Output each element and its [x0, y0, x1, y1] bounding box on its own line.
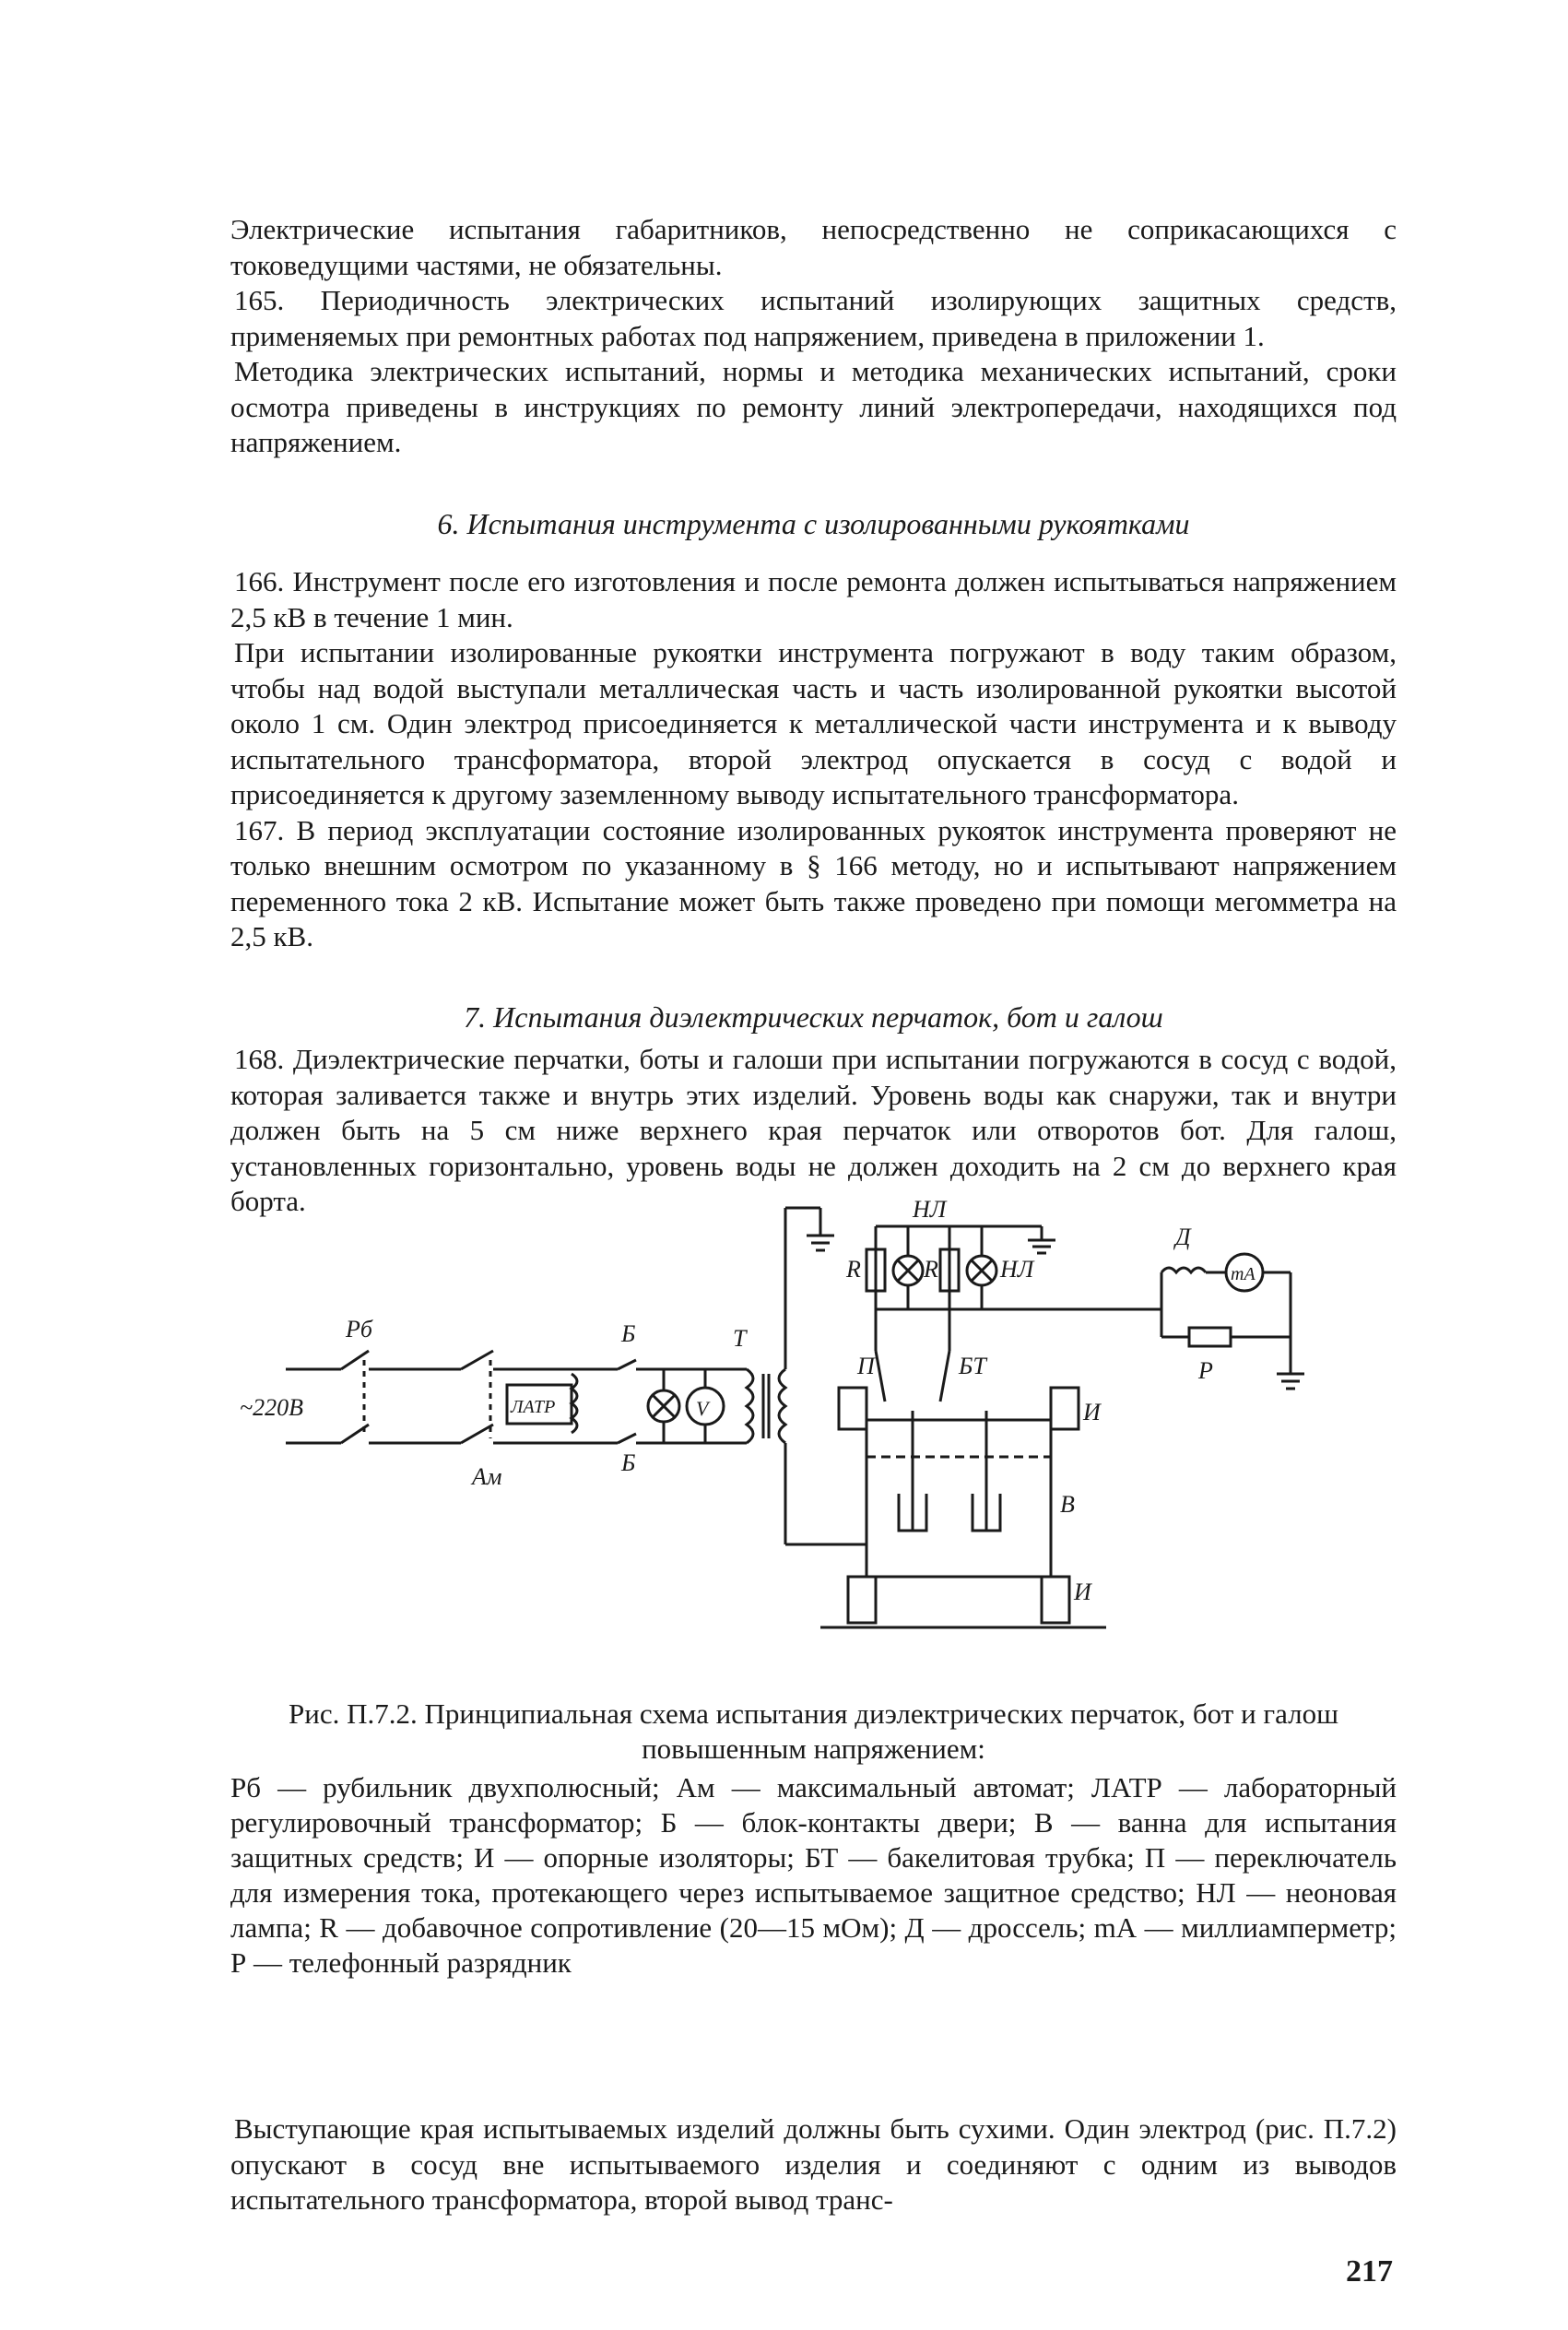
paragraph: Методика электрических испытаний, нормы и методика механических испытаний, сроки осмотра приведены в инструкциях по ремонту линий электропередачи, находящихся под напряжением.	[230, 355, 1397, 458]
label-i-top: И	[1083, 1399, 1101, 1425]
text-block-top	[230, 212, 1397, 461]
label-p-switch: П	[857, 1353, 875, 1379]
paragraph: При испытании изолированные рукоятки инструмента погружают в воду таким образом, чтобы над водой выступали металлическая часть и часть изолированной рукоятки высотой около 1 см. Один электрод присоединяется к металлической части инструмента и к выводу испытательного трансформатора, второй электрод опускается в сосуд с водой и присоединяется к другому заземленному выводу испытательного трансформатора.	[230, 636, 1397, 810]
text-block-mid	[230, 564, 1397, 955]
paragraph-168: 168. Диэлектрические перчатки, боты и галоши при испытании погружаются в сосуд с водой, которая заливается также и внутрь этих изделий. Уровень воды как снаружи, так и внутри должен быть на 5 см ниже верхнего края перчаток или отворотов бот. Для галош, установленных горизонтально, уровень воды не должен доходить на 2 см до верхнего края борта.	[230, 1043, 1397, 1217]
caption-title: Рис. П.7.2. Принципиальная схема испытания диэлектрических перчаток, бот и галош повышенным напряжением:	[289, 1697, 1338, 1765]
section-heading-7: 7. Испытания диэлектрических перчаток, бот и галош	[464, 1000, 1163, 1034]
label-nl-right: НЛ	[1000, 1256, 1034, 1283]
label-d: Д	[1175, 1224, 1191, 1250]
paragraph-166: 166. Инструмент после его изготовления и после ремонта должен испытываться напряжением 2,5 кВ в течение 1 мин.	[230, 565, 1397, 633]
text-block-bottom	[230, 2111, 1397, 2218]
label-bt: БТ	[959, 1353, 986, 1379]
label-b-top: Б	[621, 1320, 636, 1347]
label-supply: ~220В	[240, 1394, 303, 1421]
label-v: V	[696, 1397, 709, 1420]
label-rb: Рб	[346, 1316, 372, 1342]
label-nl-top: НЛ	[913, 1196, 947, 1223]
label-r-left: R	[846, 1256, 861, 1283]
label-am: Ам	[472, 1463, 502, 1490]
paragraph-167: 167. В период эксплуатации состояние изолированных рукояток инструмента проверяют не только внешним осмотром по указанному в § 166 методу, но и испытывают напряжением переменного тока 2 кВ. Испытание может быть также проведено при помощи мегомметра на 2,5 кВ.	[230, 813, 1397, 952]
paragraph: Выступающие края испытываемых изделий должны быть сухими. Один электрод (рис. П.7.2) опускают в сосуд вне испытываемого изделия и соединяют с одним из выводов испытательного трансформатора, второй вывод транс-	[230, 2112, 1397, 2216]
label-latr: ЛАТР	[511, 1397, 556, 1417]
label-b-bottom: Б	[621, 1449, 636, 1476]
caption-legend: Рб — рубильник двухполюсный; Ам — максимальный автомат; ЛАТР — лабораторный регулировочный трансформатор; Б — блок-контакты двери; В — ванна для испытания защитных средств; И — опорные изоляторы; БТ — бакелитовая трубка; П — переключатель для измерения тока, протекающего через испытываемое защитное средство; НЛ — неоновая лампа; R — добавочное сопротивление (20—15 мОм); Д — дроссель; mА — миллиамперметр; Р — телефонный разрядник	[230, 1771, 1397, 1979]
circuit-svg	[230, 1189, 1397, 1678]
label-t: Т	[733, 1325, 747, 1352]
figure-caption	[230, 1697, 1397, 1981]
label-bath: В	[1060, 1491, 1075, 1518]
paragraph: Электрические испытания габаритников, непосредственно не соприкасающихся с токоведущими частями, не обязательны.	[230, 213, 1397, 281]
label-i-bottom: И	[1074, 1579, 1091, 1605]
label-p-arrester: Р	[1198, 1357, 1213, 1384]
label-r-right: R	[924, 1256, 938, 1283]
page-number: 217	[1346, 2254, 1393, 2289]
circuit-diagram	[230, 1189, 1397, 1678]
label-ma: mA	[1231, 1264, 1256, 1284]
paragraph-165: 165. Периодичность электрических испытаний изолирующих защитных средств, применяемых при ремонтных работах под напряжением, приведена в приложении 1.	[230, 284, 1397, 352]
section-heading-6: 6. Испытания инструмента с изолированными рукоятками	[437, 507, 1190, 540]
